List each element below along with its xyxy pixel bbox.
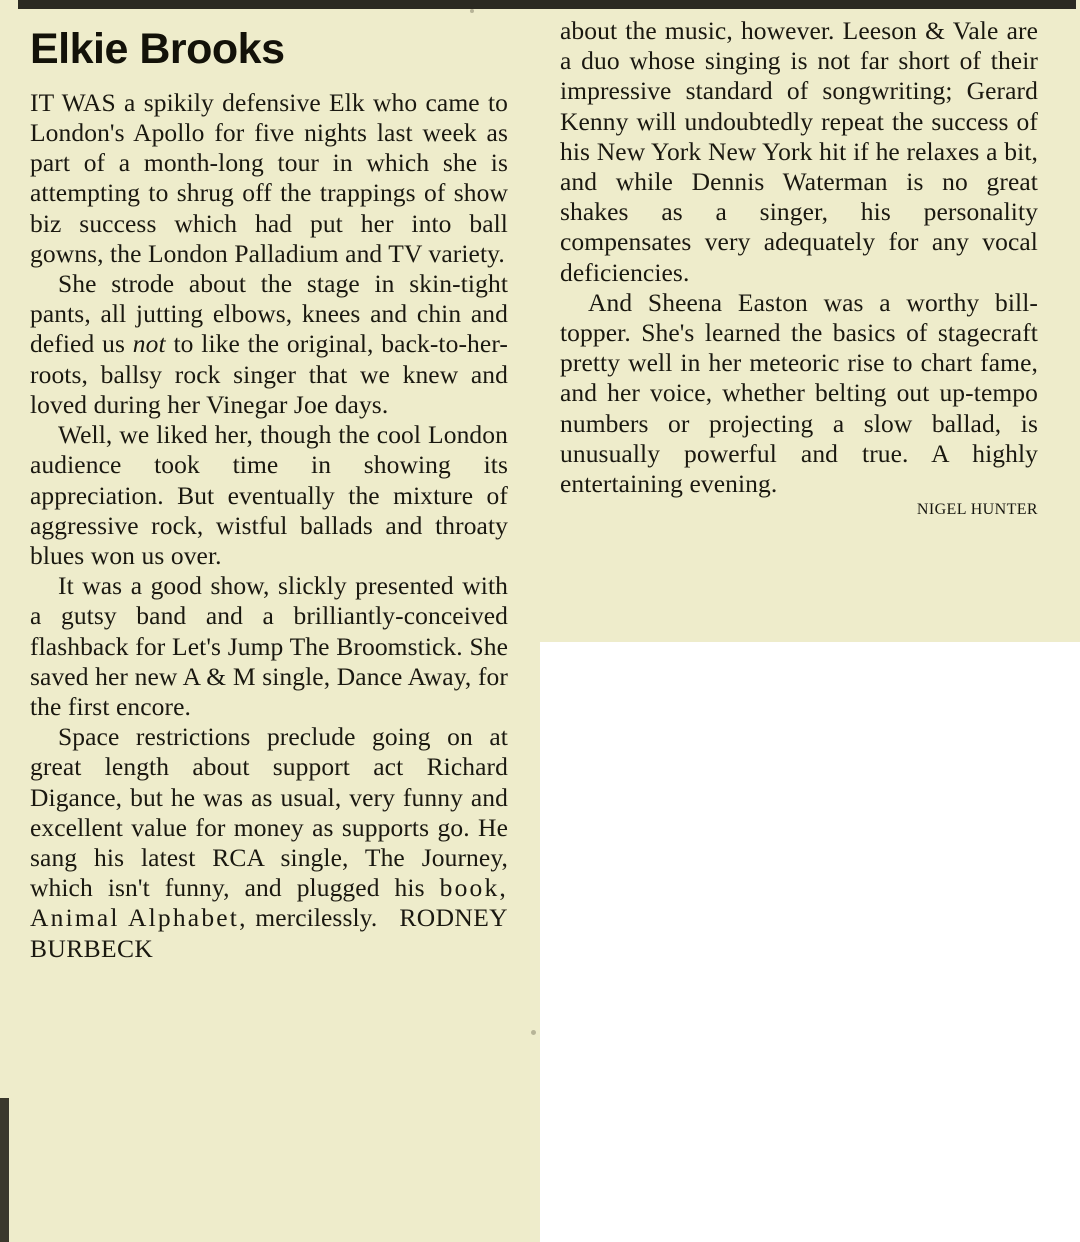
paragraph: Space restrictions preclude going on at great length about support act Richard Digance, but he was as usual, very funny and excellent value for money as supports go. He sang his latest RCA single, The Journey, which isn't funny, and plugged his book, Animal Alphabet, mercilessly. RODNEY BURBECK (30, 722, 508, 963)
emphasis: not (132, 329, 166, 359)
column-left (30, 16, 508, 964)
paragraph-tail: mercilessly. (255, 903, 378, 933)
column-right (560, 16, 1038, 519)
top-rule (18, 0, 1076, 9)
page-title: Elkie Brooks (30, 25, 285, 73)
paragraph: It was a good show, slickly presented with a gutsy band and a brilliantly-conceived flashback for Let's Jump The Broomstick. She saved her new A & M single, Dance Away, for the first encore. (30, 571, 508, 721)
byline-nigel-hunter: NIGEL HUNTER (916, 501, 1038, 519)
paragraph: about the music, however. Leeson & Vale are a duo whose singing is not far short of their impressive standard of songwriting; Gerard Kenny will undoubtedly repeat the success of his New York New York hit if he relaxes a bit, and while Dennis Waterman is no great shakes as a singer, his personality compensates very adequately for any vocal deficiencies. (560, 16, 1038, 287)
byline-rodney-burbeck: RODNEY BURBECK (30, 903, 508, 963)
paragraph: And Sheena Easton was a worthy bill-topper. She's learned the basics of stagecraft pretty well in her meteoric rise to chart fame, and her voice, whether belting out up-tempo numbers or projecting a slow ballad, is unusually powerful and true. A highly entertaining evening. (560, 287, 1038, 499)
paragraph: Well, we liked her, though the cool London audience took time in showing its appreciation. But eventually the mixture of aggressive rock, wistful ballads and throaty blues won us over. (30, 420, 508, 570)
spaced-text: book, Animal Alphabet, (30, 873, 508, 933)
left-edge-mark (0, 1098, 9, 1242)
paper-speck (470, 9, 474, 13)
paragraph: IT WAS a spikily defensive Elk who came to London's Apollo for five nights last week as part of a month-long tour in which she is attempting to shrug off the trappings of show biz success which had put her into ball gowns, the London Palladium and TV variety. (30, 87, 508, 268)
paper-speck (531, 1030, 536, 1035)
paragraph: She strode about the stage in skin-tight pants, all jutting elbows, knees and chin and defied us not to like the original, back-to-her-roots, ballsy rock singer that we knew and loved during her Vinegar Joe days. (30, 269, 508, 419)
